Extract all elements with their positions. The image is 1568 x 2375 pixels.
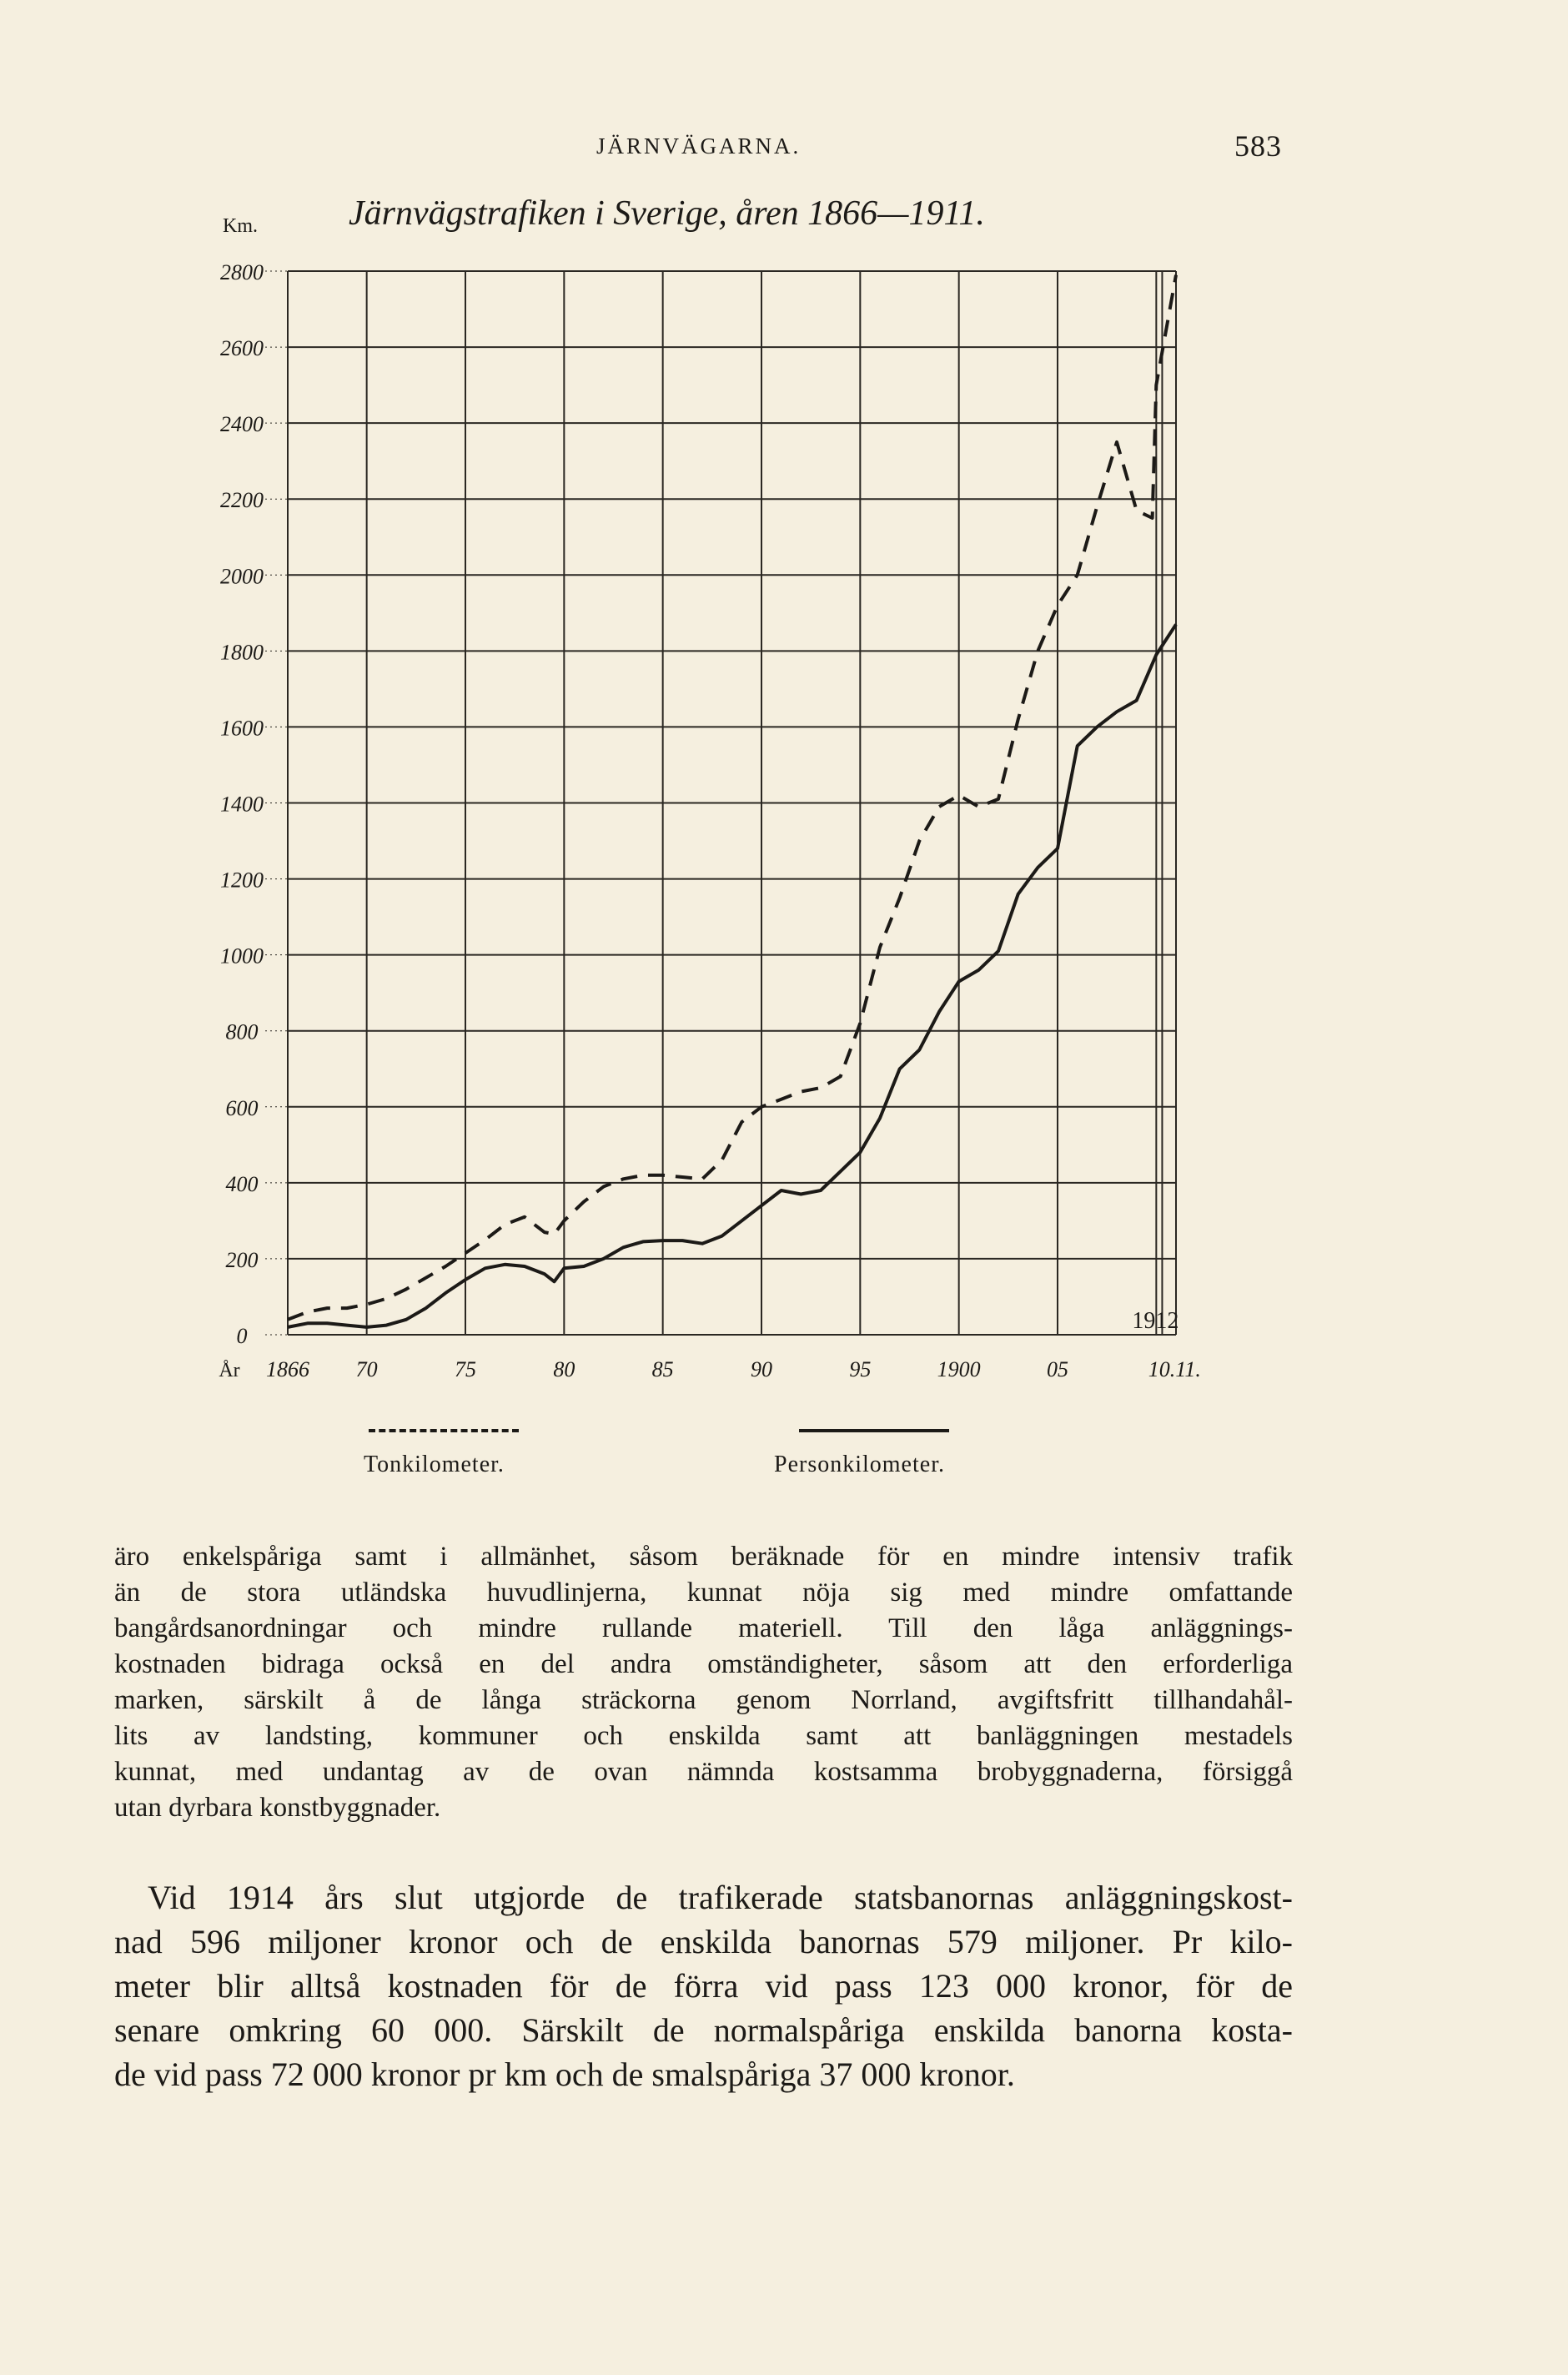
- body-large-line: Vid 1914 års slut utgjorde de trafikerade statsbanornas anläggningskost-: [148, 1879, 1293, 1916]
- body-small-line: utan dyrbara konstbyggnader.: [114, 1793, 441, 1823]
- y-tick-label: 2800: [220, 260, 264, 284]
- x-tick-label: 95: [849, 1357, 872, 1381]
- body-small-line: än de stora utländska huvudlinjerna, kunnat nöja sig med mindre omfattande: [114, 1577, 1293, 1608]
- series-line-tonkilometer: [288, 275, 1176, 1320]
- chart-annotation: 1912: [1132, 1308, 1179, 1334]
- body-paragraph-large: [114, 1875, 1293, 2096]
- x-tick-label: 10.11.: [1148, 1357, 1201, 1381]
- body-small-line: bangårdsanordningar och mindre rullande materiell. Till den låga anläggnings-: [114, 1613, 1293, 1643]
- legend-label-tonkilometer: Tonkilometer.: [364, 1452, 505, 1477]
- y-tick-label: 1400: [220, 792, 264, 817]
- body-large-line: senare omkring 60 000. Särskilt de normalspåriga enskilda banorna kosta-: [114, 2011, 1293, 2049]
- series-line-personkilometer: [288, 625, 1176, 1327]
- y-tick-label: 800: [225, 1019, 259, 1044]
- body-paragraph-small: [114, 1539, 1293, 1826]
- y-tick-label: 2400: [220, 412, 264, 437]
- y-tick-label: 400: [225, 1171, 259, 1196]
- body-small-line: marken, särskilt å de långa sträckorna genom Norrland, avgiftsfritt tillhandahål-: [114, 1685, 1293, 1715]
- y-tick-label: 1600: [220, 716, 264, 741]
- body-small-line: äro enkelspåriga samt i allmänhet, såsom beräknade för en mindre intensiv trafik: [114, 1542, 1293, 1572]
- running-head: JÄRNVÄGARNA.: [596, 133, 802, 159]
- chart-title: Järnvägstrafiken i Sverige, åren 1866—1911.: [349, 194, 985, 233]
- y-tick-label: 1000: [220, 943, 264, 969]
- x-tick-label: 70: [355, 1357, 378, 1381]
- y-tick-label: 600: [225, 1095, 259, 1120]
- y-tick-label: 2200: [220, 488, 264, 513]
- chart-grid: [288, 271, 1176, 1335]
- page-number: 583: [1234, 129, 1282, 163]
- body-large-line: meter blir alltså kostnaden för de förra vid pass 123 000 kronor, för de: [114, 1967, 1293, 2005]
- x-tick-label: 1866: [266, 1357, 309, 1381]
- chart-series: [288, 275, 1176, 1327]
- legend-label-personkilometer: Personkilometer.: [774, 1452, 945, 1477]
- body-small-line: lits av landsting, kommuner och enskilda samt att banläggningen mestadels: [114, 1721, 1293, 1751]
- x-tick-label: 75: [455, 1357, 476, 1381]
- x-tick-label: 05: [1047, 1357, 1068, 1381]
- body-small-line: kunnat, med undantag av de ovan nämnda kostsamma brobyggnaderna, försiggå: [114, 1757, 1293, 1787]
- y-tick-label: 2000: [220, 564, 264, 589]
- x-tick-label: 80: [553, 1357, 575, 1381]
- body-small-line: kostnaden bidraga också en del andra omständigheter, såsom att den erforderliga: [114, 1649, 1293, 1679]
- y-tick-label: 0: [236, 1324, 248, 1348]
- y-tick-label: 1800: [220, 640, 264, 665]
- chart-unit-label: Km.: [223, 215, 258, 237]
- x-tick-label: 90: [751, 1357, 772, 1381]
- body-large-line: de vid pass 72 000 kronor pr km och de smalspåriga 37 000 kronor.: [114, 2055, 1015, 2093]
- y-axis: [220, 260, 288, 1348]
- x-axis-prefix-label: År: [219, 1360, 240, 1381]
- y-tick-label: 200: [225, 1247, 259, 1272]
- y-tick-label: 2600: [220, 336, 264, 361]
- body-large-line: nad 596 miljoner kronor och de enskilda banornas 579 miljoner. Pr kilo-: [114, 1923, 1293, 1960]
- legend-dashed-swatch: [369, 1429, 519, 1432]
- x-tick-label: 1900: [937, 1357, 981, 1381]
- legend-solid-swatch: [799, 1429, 949, 1432]
- y-tick-label: 1200: [220, 868, 264, 893]
- x-tick-label: 85: [651, 1357, 674, 1381]
